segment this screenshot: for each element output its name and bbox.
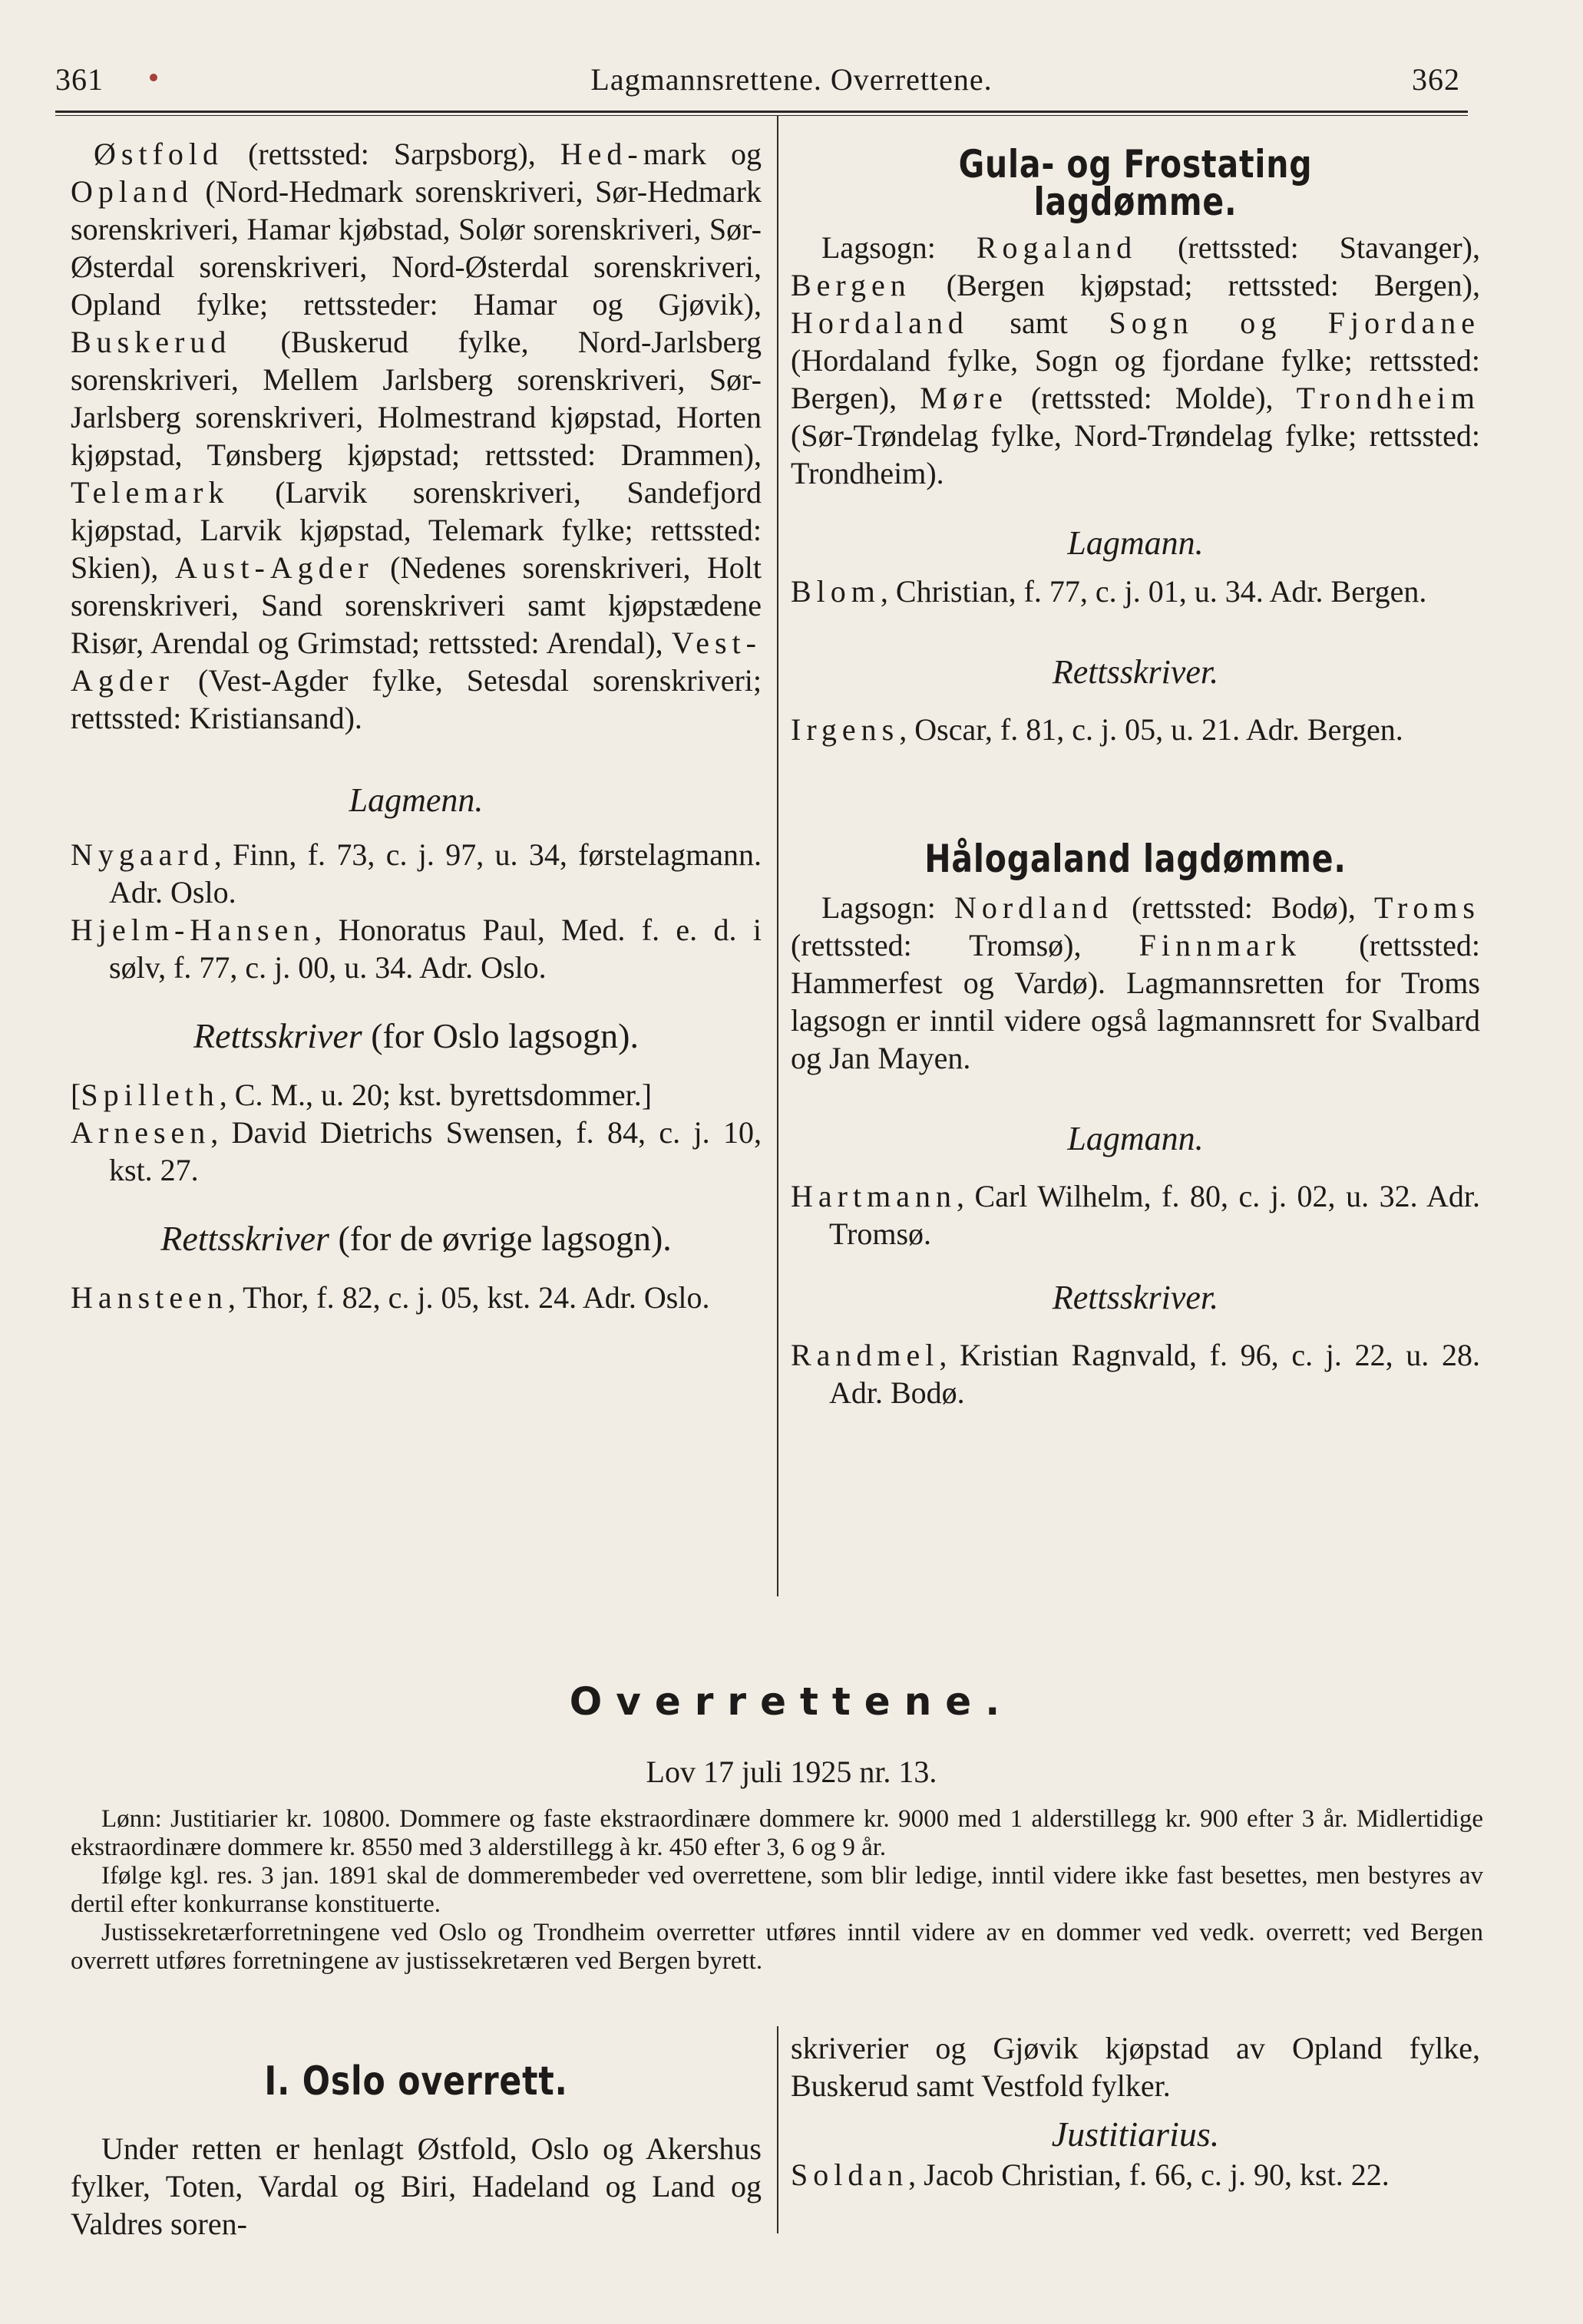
oslo-left-column — [71, 2058, 762, 2243]
district-vest-agder: Vest-Agder — [71, 626, 762, 698]
district-ostfold: Østfold — [94, 137, 223, 171]
gula-rettsskriver-heading: Rettsskriver. — [1052, 653, 1219, 691]
rettsskriver-entry: Arnesen, David Dietrichs Swensen, f. 84, c. j. 10, kst. 27. — [71, 1115, 762, 1187]
gula-frostating-title: Gula- og Frostating lagdømme. — [958, 142, 1313, 224]
oslo-paragraph-start: Under retten er henlagt Østfold, Oslo og Akershus fylker, Toten, Vardal og Biri, Hadeland og Land og Valdres soren- — [71, 2131, 762, 2241]
page-number-left: 361 — [55, 62, 104, 97]
gula-paragraph: Lagsogn: Rogaland (rettssted: Stavanger), Bergen (Bergen kjøpstad; rettssted: Bergen), Hordaland samt Sogn og Fjordane (Hordaland fylke, Sogn og fjordane fylke; rettssted: Bergen), Møre (rettssted: Molde), Trondheim (Sør-Trøndelag fylke, Nord-Trøndelag fylke; rettssted: Trondheim). — [791, 230, 1480, 490]
lagmenn-heading: Lagmenn. — [349, 781, 484, 819]
oslo-overrett-title: I. Oslo overrett. — [264, 2058, 568, 2104]
right-column — [791, 142, 1481, 1411]
left-column — [71, 135, 762, 1316]
district-buskerud: Buskerud — [71, 325, 232, 359]
salary-note: Justissekretærforretningene ved Oslo og Trondheim overretter utføres inntil videre av en dommer ved vedk. overrett; ved Bergen overrett utføres forretningene av justissekretæren ved Bergen byrett. — [71, 1919, 1483, 1975]
justitiarius-heading: Justitiarius. — [1051, 2114, 1220, 2154]
district-telemark: Telemark — [71, 475, 230, 510]
page-number-right: 362 — [1412, 62, 1460, 97]
column-divider-bottom — [777, 2026, 778, 2233]
rettsskriver-entry: Randmel, Kristian Ragnvald, f. 96, c. j. 22, u. 28. Adr. Bodø. — [791, 1338, 1480, 1410]
rettsskriver-oslo-heading: Rettsskriver (for Oslo lagsogn). — [193, 1016, 639, 1055]
header-rule — [55, 111, 1468, 113]
salary-notes — [71, 1805, 1483, 1976]
rettsskriver-entry: [Spilleth, C. M., u. 20; kst. byrettsdommer.] — [71, 1078, 653, 1112]
running-title: Lagmannsrettene. Overrettene. — [590, 62, 993, 97]
rettsskriver-entry: Hansteen, Thor, f. 82, c. j. 05, kst. 24. Adr. Oslo. — [71, 1280, 710, 1315]
salary-note: Lønn: Justitiarier kr. 10800. Dommere og faste ekstraordinære dommere kr. 9000 med 1 alderstillegg kr. 900 efter 3 år. Midlertidige ekstraordinære dommere kr. 8550 med 3 alderstillegg à kr. 450 efter 3, 6 og 9 år. — [71, 1805, 1483, 1861]
header-rule-thin — [55, 115, 1468, 116]
lagmann-entry: Nygaard, Finn, f. 73, c. j. 97, u. 34, førstelagmann. Adr. Oslo. — [71, 837, 762, 909]
overrettene-title: Overrettene. — [569, 1679, 1014, 1724]
halogaland-paragraph: Lagsogn: Nordland (rettssted: Bodø), Troms (rettssted: Tromsø), Finnmark (rettssted: Hammerfest og Vardø). Lagmannsretten for Troms lagsogn er inntil videre også lagmannsrett for Svalbard og Jan Mayen. — [791, 890, 1481, 1075]
lagmann-entry: Hjelm-Hansen, Honoratus Paul, Med. f. e. d. i sølv, f. 77, c. j. 00, u. 34. Adr. Oslo. — [71, 913, 762, 985]
district-hedmark: Hed- — [560, 137, 643, 171]
district-opland: Opland — [71, 174, 193, 209]
gula-lagmann-heading: Lagmann. — [1067, 524, 1204, 562]
rettsskriver-entry: Irgens, Oscar, f. 81, c. j. 05, u. 21. Adr. Bergen. — [791, 712, 1403, 747]
halogaland-lagmann-heading: Lagmann. — [1067, 1120, 1204, 1157]
oslo-paragraph-end: skriverier og Gjøvik kjøpstad av Opland fylke, Buskerud samt Vestfold fylker. — [791, 2031, 1480, 2103]
halogaland-title: Hålogaland lagdømme. — [924, 837, 1347, 881]
law-reference: Lov 17 juli 1925 nr. 13. — [646, 1755, 937, 1789]
district-aust-agder: Aust-Agder — [174, 550, 374, 585]
lagmann-entry: Hartmann, Carl Wilhelm, f. 80, c. j. 02, u. 32. Adr. Tromsø. — [791, 1179, 1480, 1251]
intro-paragraph: Østfold (rettssted: Sarpsborg), Hed-mark og Opland (Nord-Hedmark sorenskriveri, Sør-Hedmark sorenskriveri, Hamar kjøbstad, Solør sorenskriveri, Sør-Østerdal sorenskriveri, Nord-Østerdal sorenskriveri, Opland fylke; rettssteder: Hamar og Gjøvik), Buskerud (Buskerud fylke, Nord-Jarlsberg sorenskriveri, Mellem Jarlsberg sorenskriveri, Sør-Jarlsberg sorenskriveri, Holmestrand kjøpstad, Horten kjøpstad, Tønsberg kjøpstad; rettssted: Drammen), Telemark (Larvik sorenskriveri, Sandefjord kjøpstad, Larvik kjøpstad, Telemark fylke; rettssted: Skien), Aust-Agder (Nedenes sorenskriveri, Holt sorenskriveri, Sand sorenskriveri samt kjøpstædene Risør, Arendal og Grimstad; rettssted: Arendal), Vest-Agder (Vest-Agder fylke, Setesdal sorenskriveri; rettssted: Kristiansand). — [71, 137, 762, 735]
rettsskriver-ovrige-heading: Rettsskriver (for de øvrige lagsogn). — [160, 1219, 672, 1258]
oslo-right-column — [791, 2029, 1480, 2194]
lagmann-entry: Blom, Christian, f. 77, c. j. 01, u. 34. Adr. Bergen. — [791, 574, 1427, 609]
justitiarius-entry: Soldan, Jacob Christian, f. 66, c. j. 90, kst. 22. — [791, 2157, 1390, 2192]
column-divider-top — [777, 115, 778, 1596]
salary-note: Ifølge kgl. res. 3 jan. 1891 skal de dommerembeder ved overrettene, som blir ledige, inntil videre ikke fast besettes, men bestyres av dertil efter konkurranse konstituerte. — [71, 1862, 1483, 1918]
halogaland-rettsskriver-heading: Rettsskriver. — [1052, 1279, 1219, 1316]
